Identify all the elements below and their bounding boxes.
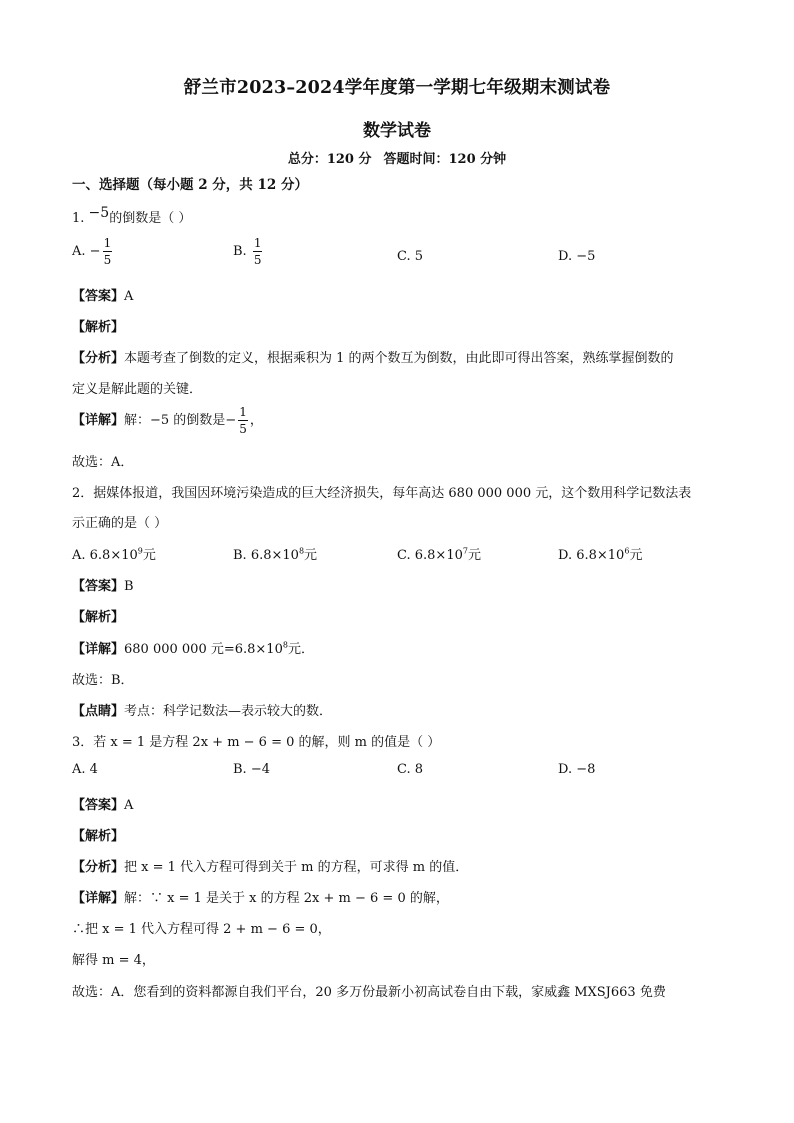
fraction: $\frac{1}{5}$ <box>253 236 262 267</box>
total-score: 总分：120 分 <box>287 152 372 167</box>
question-1-option-d: D. −5 <box>558 249 596 264</box>
question-3-option-b: B. −4 <box>233 762 270 777</box>
question-2-point: 【点睛】考点：科学记数法—表示较大的数． <box>72 704 333 719</box>
section-heading-choice: 一、选择题（每小题 2 分，共 12 分） <box>72 177 308 193</box>
question-3-detail-2: ∴把 x = 1 代入方程可得 2 + m − 6 = 0， <box>72 922 331 937</box>
question-2-stem-cont: 示正确的是（ ） <box>72 516 168 531</box>
exam-title: 舒兰市2023–2024学年度第一学期七年级期末测试卷 <box>183 78 611 98</box>
question-3-answer: 【答案】A <box>72 798 134 813</box>
question-1-choose: 故选：A． <box>72 455 134 470</box>
question-3-detail-3: 解得 m = 4， <box>72 953 155 968</box>
question-2-option-a: A. $6.8\times 10^9$元 <box>72 546 156 563</box>
question-1-answer: 【答案】A <box>72 289 134 304</box>
question-3-detail: 【详解】解：∵ x = 1 是关于 x 的方程 2x + m − 6 = 0 的解， <box>72 891 449 906</box>
question-1-fenxi-cont: 定义是解此题的关键． <box>72 382 203 397</box>
question-2-stem: 2．据媒体报道，我国因环境污染造成的巨大经济损失，每年高达 680 000 000 元，这个数用科学记数法表 <box>72 486 692 501</box>
question-3-option-a: A. 4 <box>72 762 98 777</box>
question-2-choose: 故选：B． <box>72 673 134 688</box>
question-2-detail: 【详解】680 000 000 元$=6.8\times 10^8$元． <box>72 640 314 657</box>
question-3-choose: 故选：A．您看到的资料都源自我们平台，20 多万份最新小初高试卷自由下载，家威鑫 MXSJ663 免费 <box>72 985 666 1000</box>
question-2-answer: 【答案】B <box>72 579 134 594</box>
exam-subtitle: 数学试卷 <box>363 121 431 141</box>
question-1-stem: 1. −5的倒数是（ ） <box>72 205 192 226</box>
answer-time: 答题时间：120 分钟 <box>383 152 507 167</box>
question-1-option-c: C. 5 <box>397 249 424 264</box>
question-1-detail: 【详解】解：−5 的倒数是− $\frac{1}{5}$ ， <box>72 405 263 436</box>
question-1-analysis-tag: 【解析】 <box>72 320 125 335</box>
question-2-option-b: B. $6.8\times 10^8$元 <box>233 546 318 563</box>
fraction: $\frac{1}{5}$ <box>103 236 112 267</box>
question-1-fenxi: 【分析】本题考查了倒数的定义，根据乘积为 1 的两个数互为倒数，由此即可得出答案，熟练掌握倒数的 <box>72 351 674 366</box>
question-3-fenxi: 【分析】把 x = 1 代入方程可得到关于 m 的方程，可求得 m 的值． <box>72 860 469 875</box>
question-3-option-d: D. −8 <box>558 762 596 777</box>
question-1-option-a: A. − $\frac{1}{5}$ <box>72 236 112 267</box>
exam-meta <box>0 148 794 167</box>
question-2-option-c: C. $6.8\times 10^7$元 <box>397 546 481 563</box>
question-3-option-c: C. 8 <box>397 762 424 777</box>
question-2-analysis-tag: 【解析】 <box>72 610 125 625</box>
question-2-option-d: D. $6.8\times 10^6$元 <box>558 546 643 563</box>
question-1-option-b: B. $\frac{1}{5}$ <box>233 236 262 267</box>
question-3-stem: 3．若 x = 1 是方程 2x + m − 6 = 0 的解，则 m 的值是（ ） <box>72 735 441 750</box>
question-3-analysis-tag: 【解析】 <box>72 829 125 844</box>
fraction: $\frac{1}{5}$ <box>239 405 247 436</box>
